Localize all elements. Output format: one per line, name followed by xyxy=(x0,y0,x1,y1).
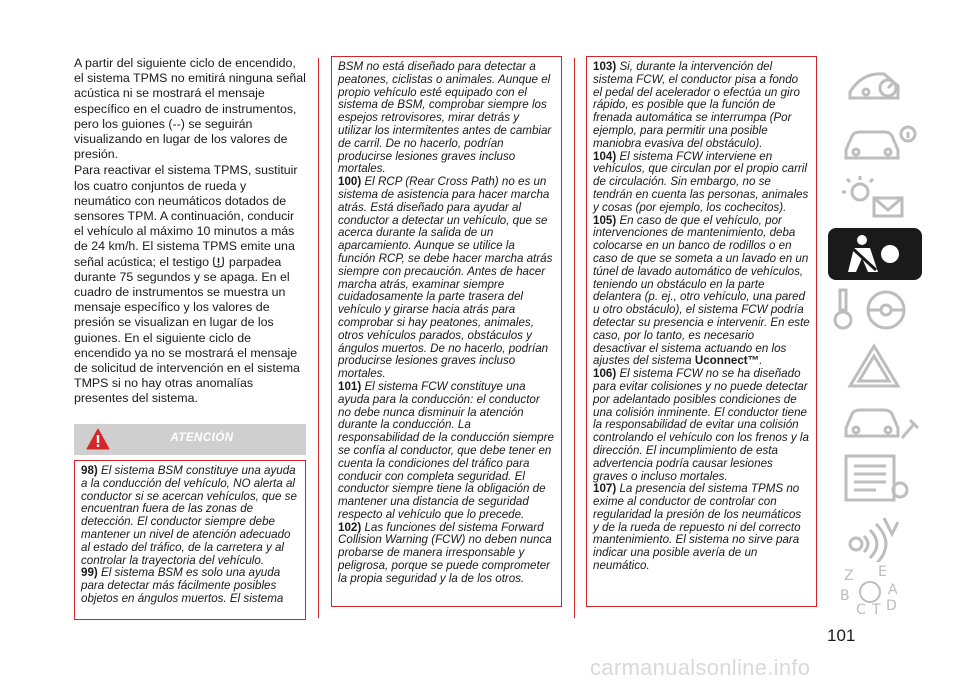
note-number: 105) xyxy=(593,213,617,227)
paragraph-tpms-reactivate-tail: parpadea durante 75 segundos y se apaga. En el cuadro de instrumentos se muestra un mensaje específico y los valores de presión se visualizan en lugar de los guiones. En el siguiente ciclo de encendido ya no se mostrará el mensaje de solicitud de intervención en el sistema TMPS si no hay otras anomalías presentes del sistema. xyxy=(74,254,300,406)
warning-note xyxy=(593,483,810,573)
index-letter: E xyxy=(878,564,887,580)
note-text: En caso de que el vehículo, por intervenciones de mantenimiento, deba colocarse en un banco de rodillos o en caso de que se someta a un lavado en un túnel de lavado automático de vehículos, teniendo un obstáculo en la parte delantera (p. ej., otro vehículo, una pared u otro obstáculo), el sistema FCW podría detectar su presencia e intervenir. En este caso, por lo tanto, es necesario desactivar el sistema actuando en los ajustes del sistema xyxy=(593,213,810,368)
note-number: 107) xyxy=(593,482,617,496)
attention-title: ATENCIÓN xyxy=(170,432,234,444)
note-text: El sistema BSM constituye una ayuda a la conducción del vehículo, NO alerta al conductor si se acercan vehículos, que se encuentran fuera de las zonas de detección. El conductor siempre debe mantener un nivel de atención adecuado al estado del tráfico, de la carretera y al controlar la trayectoria del vehículo. xyxy=(81,464,297,567)
note-number: 101) xyxy=(338,379,362,393)
note-text: El sistema FCW no se ha diseñado para evitar colisiones y no puede detectar por adelantado posibles condiciones de una colisión inminente. El conductor tiene la responsabilidad de evitar una colisión controlando el vehículo con los frenos y la dirección. El incumplimiento de esta advertencia podría causar lesiones graves o incluso mortales. xyxy=(593,367,809,483)
warning-note xyxy=(338,381,555,522)
note-text: El sistema FCW interviene en vehículos, que circulan por el propio carril de circulación. Sin embargo, no se tendrán en cuenta las personas, animales y cosas (por ejemplo, los cochecitos). xyxy=(593,149,809,214)
warning-note xyxy=(81,465,299,567)
warning-notes-box-3 xyxy=(586,56,817,607)
car-info-icon[interactable] xyxy=(826,114,922,170)
note-number: 104) xyxy=(593,149,617,163)
lights-message-icon[interactable] xyxy=(826,170,922,226)
note-text: El sistema BSM es solo una ayuda para detectar más fácilmente posibles objetos en ángulos muertos. El sistema xyxy=(81,566,284,605)
warning-note xyxy=(81,567,299,605)
attention-header xyxy=(74,424,306,455)
index-letter: C xyxy=(856,602,866,618)
warning-note xyxy=(338,522,555,586)
warning-note xyxy=(593,151,810,215)
warning-note xyxy=(593,61,810,151)
note-tail: . xyxy=(759,354,763,368)
index-letter: D xyxy=(886,598,897,614)
note-text: Las funciones del sistema Forward Collision Warning (FCW) no deben nunca probarse de manera irresponsable y peligrosa, porque se puede comprometer la propia seguridad y la de los otros. xyxy=(338,520,552,585)
note-text: La presencia del sistema TPMS no exime al conductor de controlar con regularidad la presión de los neumáticos y de la rueda de repuesto ni del correcto mantenimiento. El sistema no sirve para indicar una posible avería de un neumático. xyxy=(593,482,802,573)
page-number: 101 xyxy=(827,626,856,645)
paragraph-tpms-disabled: A partir del siguiente ciclo de encendido, el sistema TPMS no emitirá ninguna señal acústica ni se mostrará el mensaje específico en el cuadro de instrumentos, pero los guiones (--) se seguirán visualizando en lugar de los valores de presión. xyxy=(74,56,306,162)
index-letter: B xyxy=(840,588,850,604)
index-letter: A xyxy=(888,582,898,598)
note-text: BSM no está diseñado para detectar a peatones, ciclistas o animales. Aunque el propio vehículo esté equipado con el sistema de BSM, comprobar siempre los espejos retrovisores, mirar detrás y utilizar los intermitentes antes de cambiar de carril. De no hacerlo, podrían producirse lesiones graves incluso mortales. xyxy=(338,60,552,176)
multimedia-icon[interactable] xyxy=(826,506,922,562)
warning-note xyxy=(593,215,810,369)
tire-pressure-warning-icon xyxy=(212,255,225,268)
warning-notes-box-2 xyxy=(331,56,562,607)
watermark: carmanualsonline.info xyxy=(590,655,811,680)
emergency-warning-icon[interactable] xyxy=(826,338,922,394)
column-divider xyxy=(574,58,575,618)
starting-driving-icon[interactable] xyxy=(826,282,922,338)
warning-note xyxy=(593,368,810,483)
note-number: 100) xyxy=(338,175,362,189)
note-emphasis: Uconnect™ xyxy=(694,354,760,368)
paragraph-tpms-reactivate xyxy=(74,163,306,406)
note-text: El RCP (Rear Cross Path) no es un sistema de asistencia para hacer marcha atrás. Está diseñado para ayudar al conductor a detectar un vehículo, que se acerca durante la salida de un aparcamiento. Aunque se utilice la función RCP, se debe hacer marcha atrás siempre con precaución. Antes de hacer marcha atrás, examinar siempre cuidadosamente la parte trasera del vehículo y girarse hacia atrás para comprobar si hay peatones, animales, otros vehículos parados, obstáculos y ángulos muertos. De no hacerlo, podrían producirse lesiones graves incluso mortales. xyxy=(338,175,553,381)
body-text-column xyxy=(74,56,306,408)
warning-notes-box-1 xyxy=(74,460,306,620)
safety-seatbelt-airbag-icon[interactable] xyxy=(826,226,922,282)
warning-note xyxy=(338,61,555,176)
note-text: El sistema FCW constituye una ayuda para la conducción: el conductor no debe nunca disminuir la atención durante la conducción. La responsabilidad de la conducción siempre se confía al conductor, que debe tener en cuenta la condiciones del tráfico para conducir con completa seguridad. El conductor siempre tiene la obligación de mantener una distancia de seguridad respecto al vehículo que lo precede. xyxy=(338,379,554,521)
column-divider xyxy=(318,58,319,618)
note-text: Si, durante la intervención del sistema FCW, el conductor pisa a fondo el pedal del acelerador o efectúa un giro rápido, es posible que la función de frenada automática se interrumpa (Por ejemplo, para permitir una posible maniobra evasiva del obstáculo). xyxy=(593,60,800,150)
warning-note xyxy=(338,176,555,381)
maintenance-car-icon[interactable] xyxy=(826,394,922,450)
technical-data-icon[interactable] xyxy=(826,450,922,506)
index-letter: Z xyxy=(844,568,854,584)
index-letter: T xyxy=(872,602,881,618)
dashboard-gauge-icon[interactable] xyxy=(826,58,922,114)
note-number: 99) xyxy=(81,566,98,580)
note-number: 106) xyxy=(593,367,617,381)
note-number: 102) xyxy=(338,520,362,534)
paragraph-tpms-reactivate-text: Para reactivar el sistema TPMS, sustituir los cuatro conjuntos de rueda y neumático con neumáticos dotados de sensores TPM. A continuación, conducir el vehículo al máximo 10 minutos a más de 24 km/h. El sistema TPMS emite una señal acústica; el testigo xyxy=(74,163,298,269)
alphabetical-index-icon[interactable] xyxy=(826,562,922,618)
note-number: 103) xyxy=(593,60,617,73)
note-number: 98) xyxy=(81,464,98,477)
